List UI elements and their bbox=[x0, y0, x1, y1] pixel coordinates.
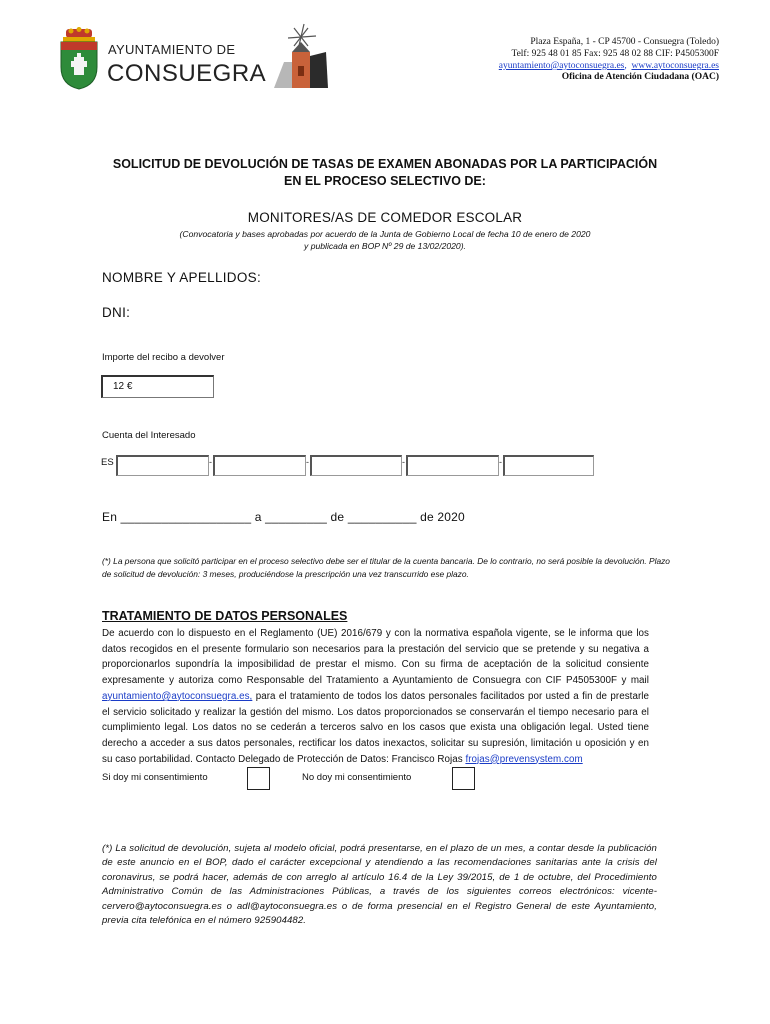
account-field-1[interactable] bbox=[116, 455, 209, 476]
form-title-line2: EN EL PROCESO SELECTIVO DE: bbox=[284, 174, 486, 188]
responsible-email-link[interactable]: ayuntamiento@aytoconsuegra.es, bbox=[102, 690, 253, 702]
convocatoria-line1: (Convocatoria y bases aprobadas por acuerdo de la Junta de Gobierno Local de fecha 10 de enero de 2020 bbox=[179, 229, 591, 239]
data-protection-text-2: para el tratamiento de todos los datos personales facilitados por usted a fin de prestarle el servicio solicitado y realizar la gestión del mismo. Los datos proporcionados se conservarán el tiempo necesario para el cumplimiento legal. Los datos no se cederán a terceros salvo en los casos que exista una obligación legal. Usted tiene derecho a acceder a sus datos personales, rectificar los datos inexactos, solicitar su supresión, limitación u oposición y en su caso portabilidad. Contacto Delegado de Protección de Datos: Francisco Rojas bbox=[102, 690, 649, 765]
amount-label: Importe del recibo a devolver bbox=[102, 352, 225, 363]
account-label: Cuenta del Interesado bbox=[102, 430, 196, 441]
account-holder-note: (*) La persona que solicitó participar en el proceso selectivo debe ser el titular de la cuenta bancaria. De lo contrario, no será posible la devolución. Plazo de solicitud de devolución: 3 meses, produciéndose la prescripción una vez transcurrido ese plazo. bbox=[102, 556, 670, 579]
consent-yes-checkbox[interactable] bbox=[247, 767, 270, 790]
account-field-5[interactable] bbox=[503, 455, 594, 476]
email-link[interactable]: ayuntamiento@aytoconsuegra.es bbox=[498, 61, 625, 71]
contact-links: ayuntamiento@aytoconsuegra.es, www.aytoconsuegra.es bbox=[498, 61, 719, 71]
consent-no-checkbox[interactable] bbox=[452, 767, 475, 790]
coat-of-arms-icon bbox=[57, 27, 101, 91]
data-protection-body bbox=[102, 626, 649, 767]
account-separator: - bbox=[306, 457, 309, 467]
office-name: Oficina de Atención Ciudadana (OAC) bbox=[561, 72, 719, 82]
account-prefix: ES bbox=[101, 457, 114, 468]
windmill-logo-icon bbox=[264, 22, 336, 90]
data-protection-title: TRATAMIENTO DE DATOS PERSONALES bbox=[102, 609, 348, 623]
form-title-line1: SOLICITUD DE DEVOLUCIÓN DE TASAS DE EXAMEN ABONADAS POR LA PARTICIPACIÓN bbox=[112, 157, 658, 171]
amount-value: 12 € bbox=[113, 381, 133, 392]
account-field-3[interactable] bbox=[310, 455, 402, 476]
account-field-4[interactable] bbox=[406, 455, 499, 476]
data-protection-text-1: De acuerdo con lo dispuesto en el Reglamento (UE) 2016/679 y con la normativa española vigente, se le informa que los datos recogidos en el presente formulario son necesarios para la prestación del servicio que se pretende y su negativa a proporcionarlos supondría la imposibilidad de prestar el mismo. Con su firma de aceptación de la solicitud consiente expresamente y autoriza como Responsable del Tratamiento a Ayuntamiento de Consuegra con CIF P4505300F y mail bbox=[102, 628, 649, 687]
submission-footnote: (*) La solicitud de devolución, sujeta al modelo oficial, podrá presentarse, en el plazo de un mes, a contar desde la publicación de este anuncio en el BOP, dado el carácter excepcional y atendiendo a las recomendaciones sanitarias ante la crisis del coronavirus, se podrá hacer, además de con arreglo al artículo 16.4 de la Ley 39/2015, de 1 de octubre, del Procedimiento Administrativo Común de las Administraciones Públicas, a través de los siguientes correos electrónicos: vicente-cervero@aytoconsuegra.es o adl@aytoconsuegra.es o de forma presencial en el Registro General de este Ayuntamiento, previa cita telefónica en el número 925904482. bbox=[102, 843, 657, 927]
account-separator: - bbox=[402, 457, 405, 467]
org-name-line1: AYUNTAMIENTO DE bbox=[108, 42, 236, 57]
dni-field-label: DNI: bbox=[102, 305, 131, 320]
account-separator: - bbox=[499, 457, 502, 467]
consent-no-label: No doy mi consentimiento bbox=[302, 772, 412, 783]
form-subtitle: MONITORES/AS DE COMEDOR ESCOLAR bbox=[247, 210, 523, 225]
account-field-2[interactable] bbox=[213, 455, 306, 476]
convocatoria-line2: y publicada en BOP Nº 29 de 13/02/2020). bbox=[304, 241, 466, 251]
dpo-email-link[interactable]: frojas@prevensystem.com bbox=[465, 753, 583, 765]
consent-yes-label: Si doy mi consentimiento bbox=[102, 772, 208, 783]
account-separator: - bbox=[209, 457, 212, 467]
name-field-label: NOMBRE Y APELLIDOS: bbox=[102, 270, 262, 285]
org-name-line2: CONSUEGRA bbox=[107, 60, 267, 87]
phone-line: Telf: 925 48 01 85 Fax: 925 48 02 88 CIF: P4505300F bbox=[511, 49, 719, 59]
date-place-line: En ___________________ a _________ de __________ de 2020 bbox=[102, 510, 465, 524]
address-line: Plaza España, 1 - CP 45700 - Consuegra (Toledo) bbox=[530, 37, 719, 47]
web-link[interactable]: www.aytoconsuegra.es bbox=[631, 61, 719, 71]
